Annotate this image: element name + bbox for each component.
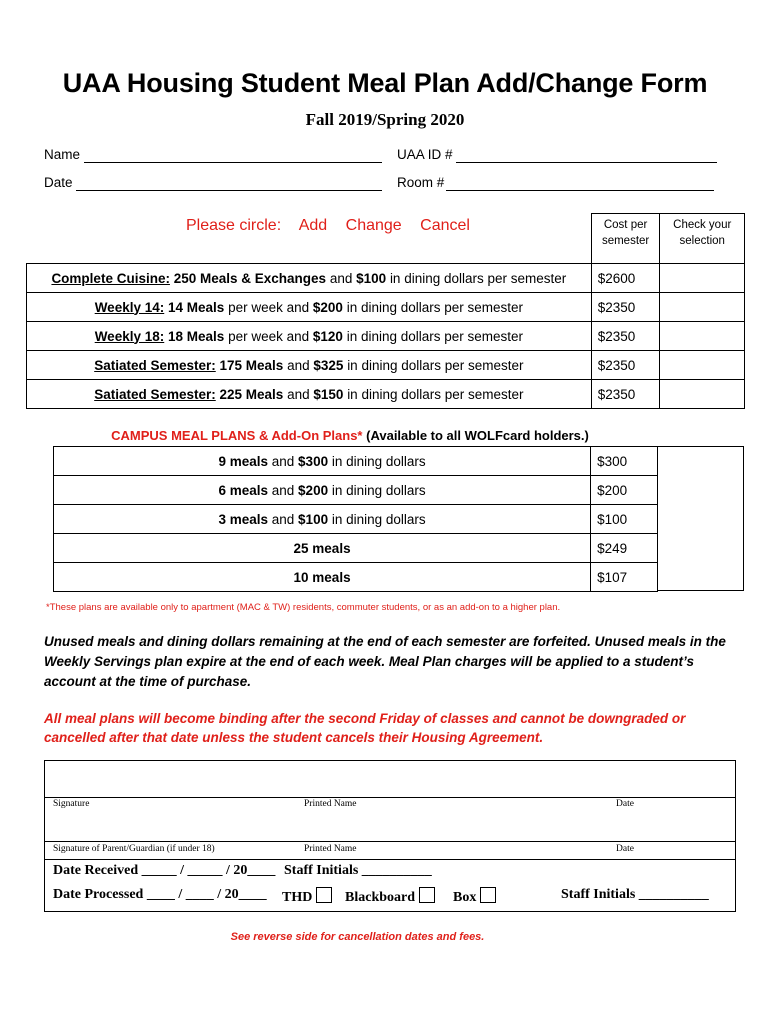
staff-initials-2: Staff Initials __________ xyxy=(561,887,709,902)
campus-header-black: (Available to all WOLFcard holders.) xyxy=(366,428,589,443)
addon-plan-table xyxy=(53,446,658,592)
circle-options xyxy=(186,217,484,235)
table-row xyxy=(27,293,745,322)
plan-tail: in dining dollars per semester xyxy=(346,328,524,344)
plan-cost: $2600 xyxy=(591,264,660,293)
plan-mid: and xyxy=(287,386,310,402)
thd-checkbox[interactable] xyxy=(316,887,332,903)
plan-meals: 250 Meals & Exchanges xyxy=(173,270,327,286)
campus-plans-header xyxy=(0,428,700,443)
date-sig-label-2: Date xyxy=(616,844,634,854)
table-row xyxy=(54,505,658,534)
plan-mid: per week and xyxy=(228,328,310,344)
addon-mid: and xyxy=(271,511,295,527)
footnote: *These plans are available only to apartment (MAC & TW) residents, commuter students, or as an add-on to a higher plan. xyxy=(46,602,561,613)
room-label: Room # xyxy=(397,175,445,190)
plan-meals: 225 Meals xyxy=(219,386,284,402)
date-received: Date Received _____ / _____ / 20____ xyxy=(53,863,276,878)
addon-tail: in dining dollars xyxy=(331,511,426,527)
addon-dollars: $200 xyxy=(298,482,329,498)
printed-name-label: Printed Name xyxy=(304,799,357,809)
plan-cost: $2350 xyxy=(591,293,660,322)
cost-header: Cost per semester xyxy=(591,214,660,264)
meal-plan-table xyxy=(26,213,745,409)
date-field[interactable] xyxy=(76,190,382,191)
name-label: Name xyxy=(44,147,81,162)
selection-checkbox[interactable] xyxy=(660,264,745,293)
addon-mid: and xyxy=(271,482,295,498)
plan-cost: $2350 xyxy=(591,322,660,351)
plan-mid: and xyxy=(329,270,353,286)
plan-tail: in dining dollars per semester xyxy=(389,270,567,286)
addon-meals: 10 meals xyxy=(293,569,351,585)
addon-cost: $200 xyxy=(591,476,658,505)
forfeit-notice: Unused meals and dining dollars remaining at the end of each semester are forfeited. Unused meals in the Weekly Servings plan expire at the end of each week. Meal Plan charges will be applied to a student’s account at the time of purchase. xyxy=(44,634,726,689)
date-processed: Date Processed ____ / ____ / 20____ xyxy=(53,887,267,902)
plan-dollars: $100 xyxy=(356,270,387,286)
binding-notice: All meal plans will become binding after the second Friday of classes and cannot be downgraded or cancelled after that date unless the student cancels their Housing Agreement. xyxy=(44,711,686,745)
check-header: Check your selection xyxy=(660,214,745,264)
addon-cost: $107 xyxy=(591,563,658,592)
page-title: UAA Housing Student Meal Plan Add/Change Form xyxy=(62,68,708,98)
uaa-id-label: UAA ID # xyxy=(397,147,453,162)
plan-dollars: $150 xyxy=(313,386,344,402)
addon-tail: in dining dollars xyxy=(331,482,426,498)
blackboard-option xyxy=(345,887,435,906)
selection-checkbox[interactable] xyxy=(660,322,745,351)
table-row xyxy=(27,380,745,409)
addon-cost: $300 xyxy=(591,447,658,476)
addon-meals: 25 meals xyxy=(293,540,351,556)
plan-cost: $2350 xyxy=(591,380,660,409)
plan-tail: in dining dollars per semester xyxy=(347,386,524,402)
plan-dollars: $325 xyxy=(313,357,344,373)
table-row xyxy=(27,264,745,293)
addon-check-column[interactable] xyxy=(658,446,744,591)
plan-name: Satiated Semester: xyxy=(94,357,216,373)
addon-meals: 6 meals xyxy=(218,482,268,498)
selection-checkbox[interactable] xyxy=(660,293,745,322)
selection-checkbox[interactable] xyxy=(660,351,745,380)
table-row xyxy=(54,447,658,476)
box-option xyxy=(453,887,496,906)
plan-dollars: $120 xyxy=(312,328,343,344)
addon-cost: $249 xyxy=(591,534,658,563)
parent-signature-label: Signature of Parent/Guardian (if under 18) xyxy=(53,844,215,854)
plan-dollars: $200 xyxy=(312,299,343,315)
blackboard-checkbox[interactable] xyxy=(419,887,435,903)
table-row xyxy=(54,476,658,505)
plan-name: Satiated Semester: xyxy=(94,386,216,402)
room-field[interactable] xyxy=(446,190,714,191)
thd-label: THD xyxy=(282,890,313,905)
plan-tail: in dining dollars per semester xyxy=(347,357,524,373)
plan-meals: 14 Meals xyxy=(168,299,225,315)
name-field[interactable] xyxy=(84,162,382,163)
table-row xyxy=(54,534,658,563)
signature-line[interactable] xyxy=(44,797,736,798)
addon-tail: in dining dollars xyxy=(331,453,426,469)
date-sig-label: Date xyxy=(616,799,634,809)
plan-name: Weekly 18: xyxy=(94,328,165,344)
addon-dollars: $100 xyxy=(298,511,329,527)
plan-tail: in dining dollars per semester xyxy=(346,299,524,315)
campus-header-red: CAMPUS MEAL PLANS & Add-On Plans* xyxy=(111,428,363,443)
addon-dollars: $300 xyxy=(298,453,329,469)
option-add[interactable]: Add xyxy=(298,217,328,234)
table-row xyxy=(54,563,658,592)
plan-cost: $2350 xyxy=(591,351,660,380)
plan-meals: 175 Meals xyxy=(219,357,284,373)
box-label: Box xyxy=(453,890,477,905)
addon-meals: 3 meals xyxy=(218,511,268,527)
option-change[interactable]: Change xyxy=(345,217,402,234)
divider xyxy=(44,859,736,860)
box-checkbox[interactable] xyxy=(480,887,496,903)
selection-checkbox[interactable] xyxy=(660,380,745,409)
blackboard-label: Blackboard xyxy=(345,890,416,905)
page-subtitle: Fall 2019/Spring 2020 xyxy=(305,110,465,129)
plan-meals: 18 Meals xyxy=(168,328,225,344)
plan-name: Weekly 14: xyxy=(94,299,165,315)
addon-cost: $100 xyxy=(591,505,658,534)
plan-mid: and xyxy=(287,357,310,373)
option-cancel[interactable]: Cancel xyxy=(420,217,470,234)
thd-option xyxy=(282,887,332,906)
uaa-id-field[interactable] xyxy=(456,162,717,163)
plan-mid: per week and xyxy=(228,299,310,315)
circle-label: Please circle: xyxy=(186,217,282,234)
printed-name-label-2: Printed Name xyxy=(304,844,357,854)
table-row xyxy=(27,322,745,351)
plan-name: Complete Cuisine: xyxy=(51,270,170,286)
addon-meals: 9 meals xyxy=(218,453,268,469)
table-row xyxy=(27,351,745,380)
date-label: Date xyxy=(44,175,73,190)
staff-initials-1: Staff Initials __________ xyxy=(284,863,432,878)
reverse-side-note: See reverse side for cancellation dates and fees. xyxy=(230,931,485,943)
signature-label: Signature xyxy=(53,799,90,809)
parent-signature-line[interactable] xyxy=(44,841,736,842)
addon-mid: and xyxy=(271,453,295,469)
